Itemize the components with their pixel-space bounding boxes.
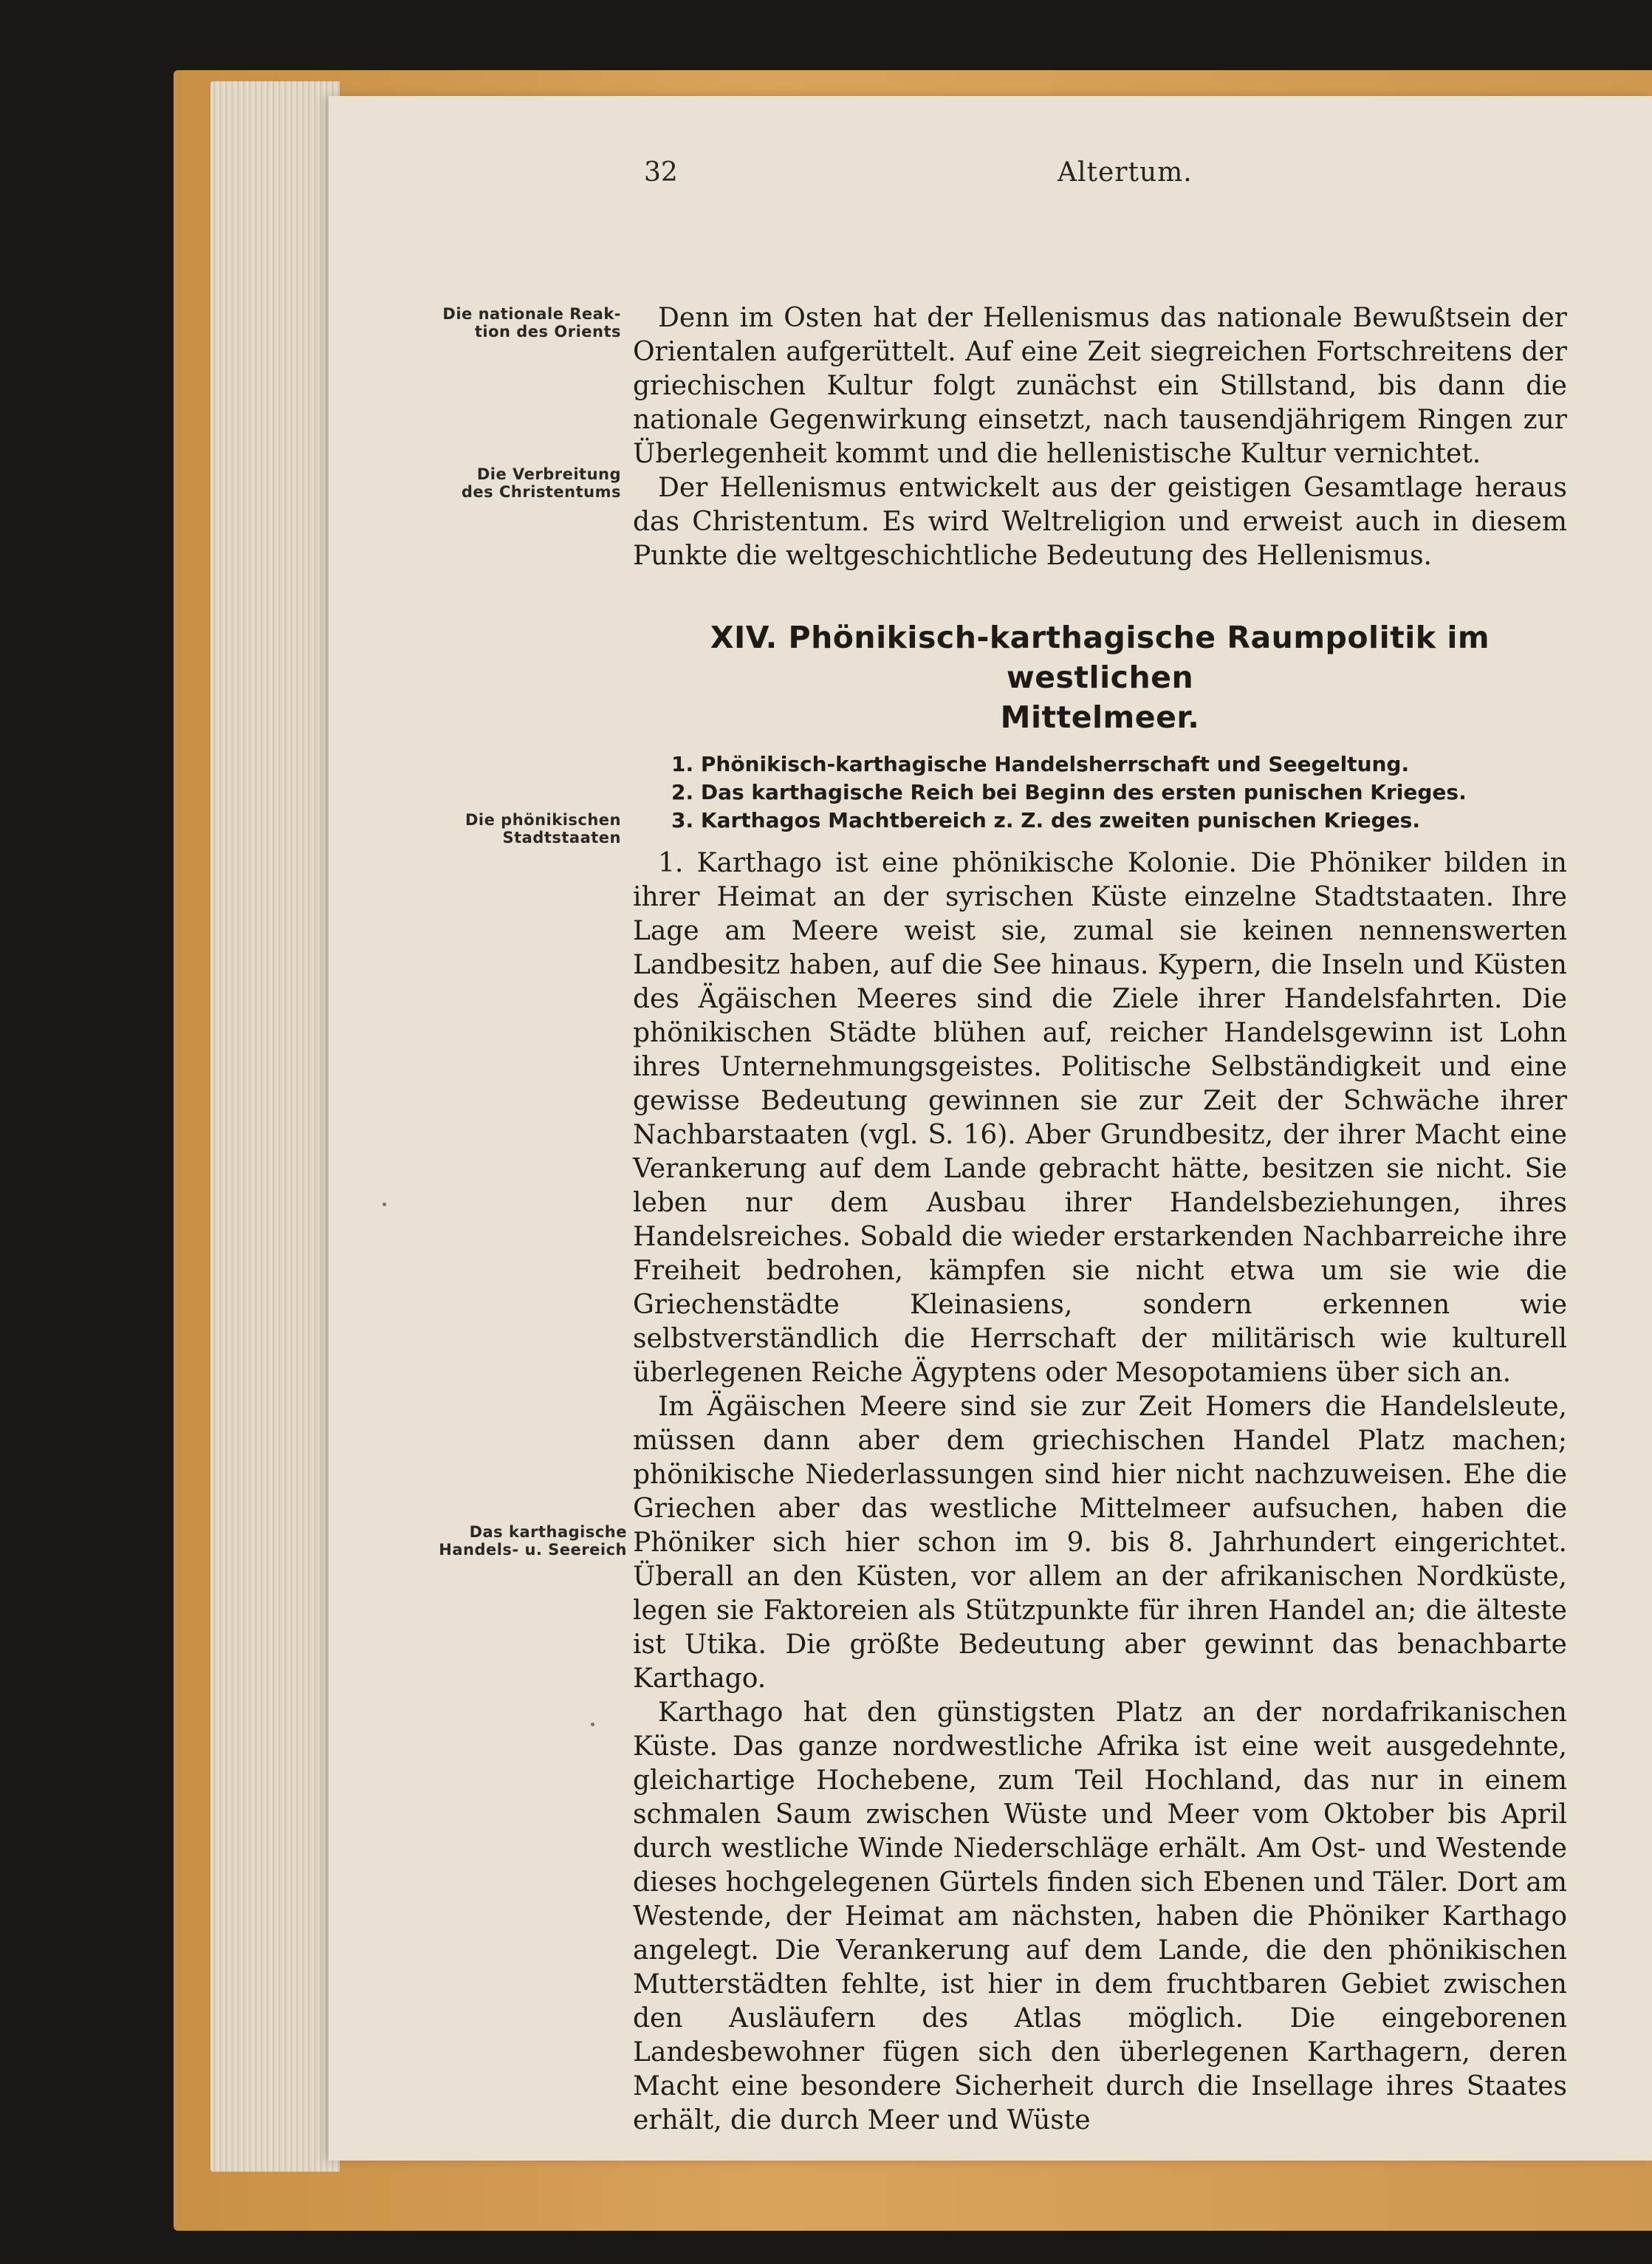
page-speck — [591, 1723, 594, 1726]
chapter-heading-line: XIV. Phönikisch-karthagische Raumpolitik im westlichen — [710, 620, 1490, 695]
margin-note-line: tion des Orients — [474, 323, 621, 341]
margin-note-line: Die phönikischen — [465, 811, 621, 829]
margin-note — [400, 465, 621, 501]
running-head: Altertum. — [1058, 157, 1193, 188]
paragraph: Denn im Osten hat der Hellenismus das nationale Bewußtsein der Orientalen aufgerüttelt. Auf eine Zeit siegreichen Fortschreitens der griechischen Kultur folgt zunächst ein Stillstand, bis dann die nationale Gegenwirkung einsetzt, nach tausendjährigem Ringen zur Überlegenheit kommt und die hellenistische Kultur vernichtet. — [633, 303, 1567, 469]
margin-note-line: Handels- u. Seereich — [439, 1541, 627, 1559]
chapter-heading — [633, 618, 1567, 737]
contents-item: 1. Phönikisch-karthagische Handelsherrschaft und Seegeltung. — [671, 752, 1410, 776]
paragraph: Karthago hat den günstigsten Platz an der nordafrikanischen Küste. Das ganze nordwestliche Afrika ist eine weit ausgedehnte, gleichartige Hochebene, zum Teil Hochland, das nur in einem schmalen Saum zwischen Wüste und Meer vom Oktober bis April durch westliche Winde Niederschläge erhält. Am Ost- und Westende dieses hochgelegenen Gürtels finden sich Ebenen und Täler. Dort am Westende, der Heimat am nächsten, haben die Phöniker Karthago angelegt. Die Verankerung auf dem Lande, die den phönikischen Mutterstädten fehlte, ist hier in dem fruchtbaren Gebiet zwischen den Ausläufern des Atlas möglich. Die eingeborenen Landesbewohner fügen sich den überlegenen Karthagern, deren Macht eine besondere Sicherheit durch die Insellage ihres Staates erhält, die durch Meer und Wüste — [633, 1697, 1567, 2135]
paragraph: 1. Karthago ist eine phönikische Kolonie. Die Phöniker bilden in ihrer Heimat an der syrischen Küste einzelne Stadtstaaten. Ihre Lage am Meere weist sie, zumal sie keinen nennenswerten Landbesitz haben, auf die See hinaus. Kypern, die Inseln und Küsten des Ägäischen Meeres sind die Ziele ihrer Handelsfahrten. Die phönikischen Städte blühen auf, reicher Handelsgewinn ist Lohn ihres Unternehmungsgeistes. Politische Selbständigkeit und eine gewisse Bedeutung gewinnen sie zur Zeit der Schwäche ihrer Nachbarstaaten (vgl. S. 16). Aber Grundbesitz, der ihrer Macht eine Verankerung auf dem Lande gebracht hätte, besitzen sie nicht. Sie leben nur dem Ausbau ihrer Handelsbeziehungen, ihres Handelsreiches. Sobald die wieder erstarkenden Nachbarreiche ihre Freiheit bedrohen, kämpfen sie nicht etwa um sie wie die Griechenstädte Kleinasiens, sondern erkennen wie selbstverständlich die Herrschaft der militärisch wie kulturell überlegenen Reiche Ägyptens oder Mesopotamiens über sich an. — [633, 848, 1567, 1388]
margin-note — [400, 811, 621, 847]
margin-note-line: Die Verbreitung — [476, 465, 621, 483]
chapter-contents — [671, 750, 1567, 835]
paragraph: Im Ägäischen Meere sind sie zur Zeit Homers die Handelsleute, müssen dann aber dem griechischen Handel Platz machen; phönikische Niederlassungen sind hier nicht nachzuweisen. Ehe die Griechen aber das westliche Mittelmeer aufsuchen, haben die Phöniker sich hier schon im 9. bis 8. Jahrhundert eingerichtet. Überall an den Küsten, vor allem an der afrikanischen Nordküste, legen sie Faktoreien als Stützpunkte für ihren Handel an; die älteste ist Utika. Die größte Bedeutung aber gewinnt das benachbarte Karthago. — [633, 1392, 1567, 1694]
page-header — [644, 157, 1563, 194]
margin-note-line: Das karthagische — [469, 1523, 627, 1541]
page-edges — [210, 81, 340, 2172]
contents-item: 2. Das karthagische Reich bei Beginn des ersten punischen Krieges. — [671, 780, 1467, 804]
paragraph: Der Hellenismus entwickelt aus der geistigen Gesamtlage heraus das Christentum. Es wird Weltreligion und erweist auch in diesem Punkte die weltgeschichtliche Bedeutung des Hellenismus. — [633, 473, 1567, 571]
margin-note — [391, 1523, 627, 1559]
page-body — [633, 301, 1567, 2138]
page-speck — [383, 1203, 386, 1206]
margin-note — [400, 305, 621, 341]
contents-item: 3. Karthagos Machtbereich z. Z. des zweiten punischen Krieges. — [671, 808, 1420, 832]
margin-note-line: Stadtstaaten — [502, 829, 621, 847]
margin-note-line: des Christentums — [461, 483, 621, 501]
margin-note-line: Die nationale Reak- — [442, 305, 621, 323]
chapter-heading-line: Mittelmeer. — [1000, 700, 1200, 735]
page-number: 32 — [644, 157, 678, 188]
